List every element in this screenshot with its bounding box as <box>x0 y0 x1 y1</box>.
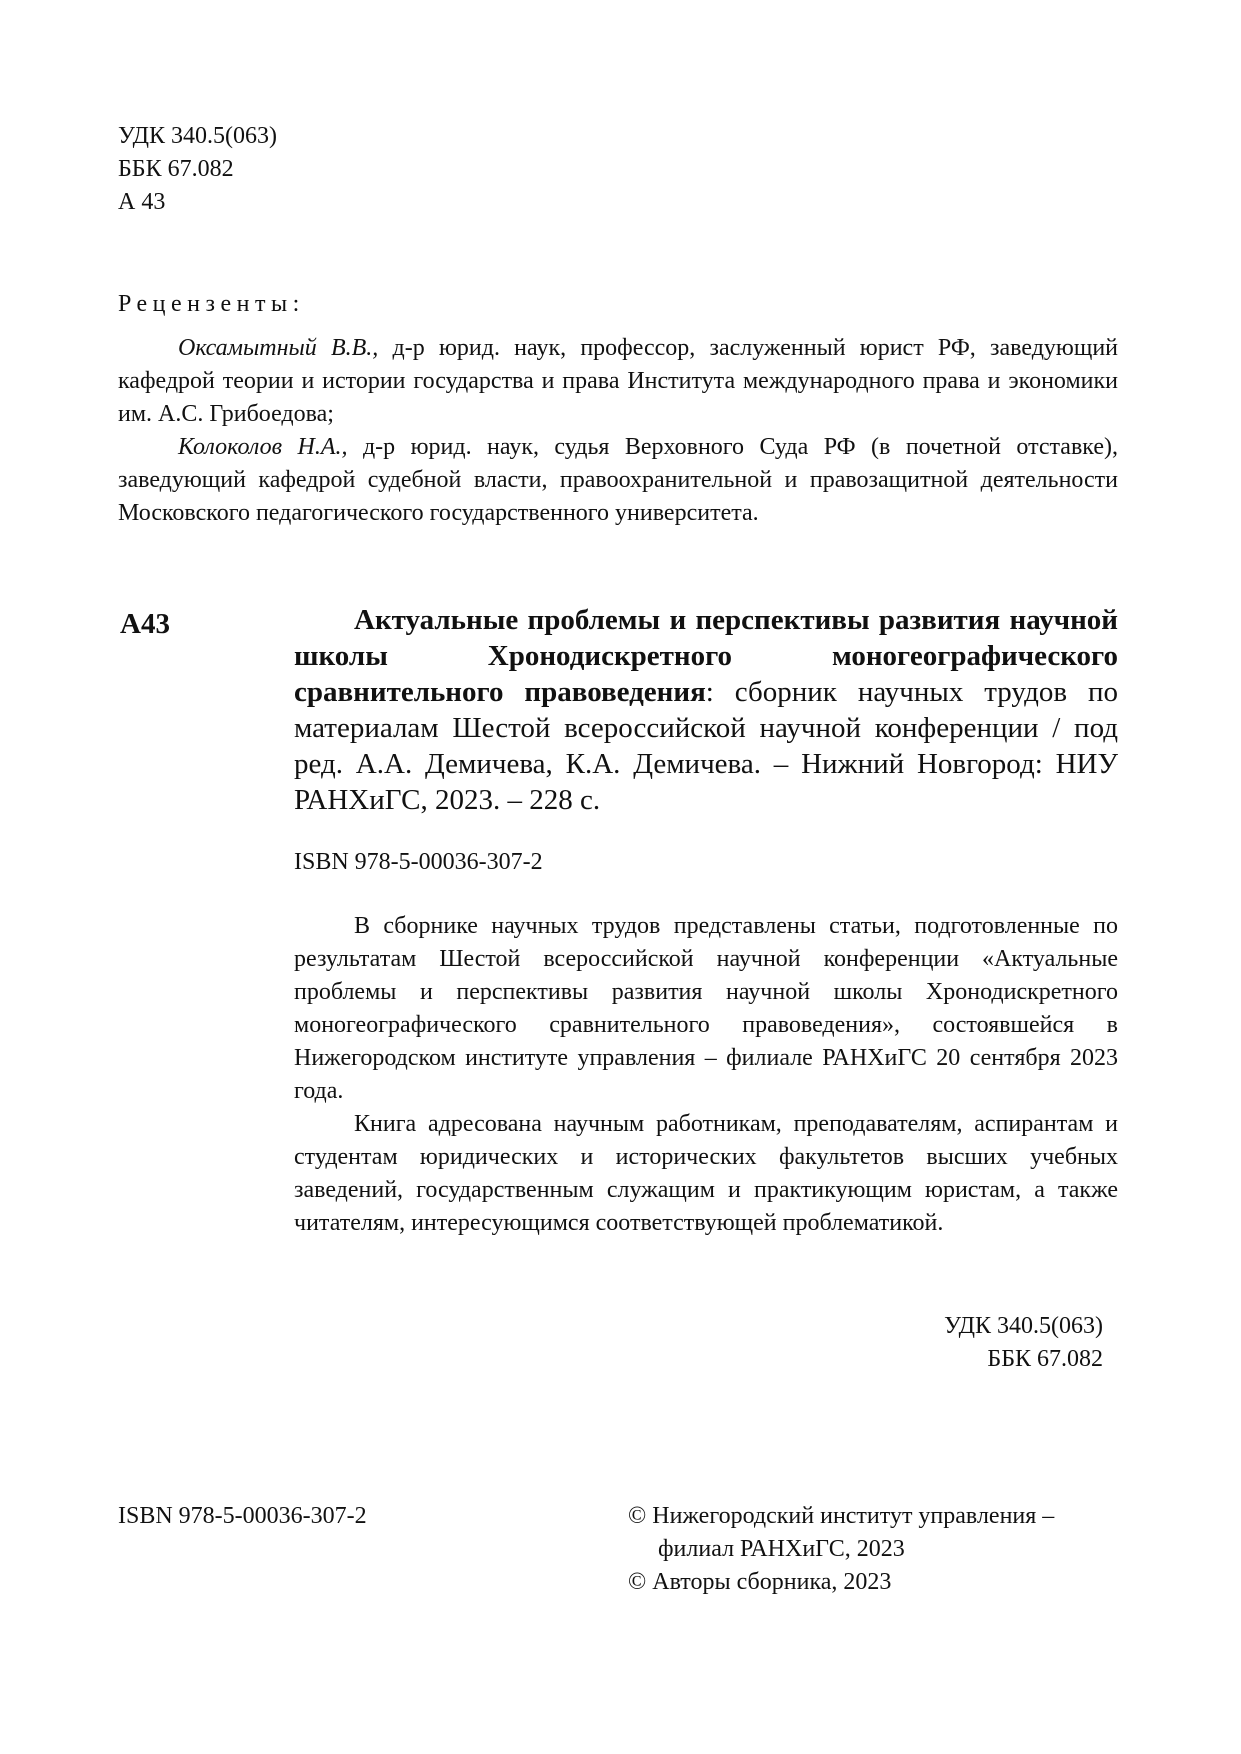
reviewers-list <box>118 332 1118 530</box>
reviewer-name: Оксамытный В.В., <box>178 335 379 361</box>
classification-codes-top <box>118 120 277 219</box>
classification-codes-bottom <box>800 1310 1103 1376</box>
reviewer-entry <box>118 431 1118 530</box>
author-mark: А 43 <box>118 189 166 215</box>
annotation-paragraph: В сборнике научных трудов представлены статьи, подготовленные по результатам Шестой всероссийской научной конференции «Актуальные проблемы и перспективы развития научной школы Хронодискретного моногеографического сравнительного правоведения», состоявшейся в Нижегородском институте управления – филиале РАНХиГС 20 сентября 2023 года. <box>294 913 1118 1104</box>
bibliographic-entry <box>294 602 1118 818</box>
reviewer-entry <box>118 332 1118 431</box>
reviewers-heading: Рецензенты: <box>118 291 305 317</box>
book-description: : сборник научных трудов по материалам Шестой всероссийской научной конференции / под ред. А.А. Демичева, К.А. Демичева. – Нижний Новгород: НИУ РАНХиГС, 2023. – 228 с. <box>294 676 1118 816</box>
copyright-line: © Авторы сборника, 2023 <box>628 1569 892 1595</box>
reviewer-details: д-р юрид. наук, профессор, заслуженный юрист РФ, заведующий кафедрой теории и истории государства и права Института международного права и экономики им. А.С. Грибоедова; <box>118 335 1119 427</box>
copyright-line: © Нижегородский институт управления – <box>628 1503 1055 1529</box>
bbk-code-bottom: ББК 67.082 <box>987 1346 1103 1372</box>
annotation-paragraph: Книга адресована научным работникам, преподавателям, аспирантам и студентам юридических и исторических факультетов высших учебных заведений, государственным служащим и практикующим юристам, а также читателям, интересующимся соответствующей проблематикой. <box>294 1111 1118 1236</box>
annotation <box>294 910 1118 1240</box>
bbk-code: ББК 67.082 <box>118 156 234 182</box>
copyright-notice <box>628 1500 1108 1599</box>
reviewer-name: Колоколов Н.А., <box>178 434 348 460</box>
copyright-line: филиал РАНХиГС, 2023 <box>658 1536 905 1562</box>
udk-code-bottom: УДК 340.5(063) <box>944 1313 1103 1339</box>
isbn-footer: ISBN 978-5-00036-307-2 <box>118 1503 367 1529</box>
book-index-mark: А43 <box>120 608 170 640</box>
udk-code: УДК 340.5(063) <box>118 123 277 149</box>
reviewer-details: д-р юрид. наук, судья Верховного Суда РФ (в почетной отставке), заведующий кафедрой судебной власти, правоохранительной и правозащитной деятельности Московского педагогического государственного университета. <box>118 434 1118 526</box>
isbn-main: ISBN 978-5-00036-307-2 <box>294 849 543 875</box>
book-title: Актуальные проблемы и перспективы развития научной школы Хронодискретного моногеографического сравнительного правоведения <box>294 604 1118 708</box>
